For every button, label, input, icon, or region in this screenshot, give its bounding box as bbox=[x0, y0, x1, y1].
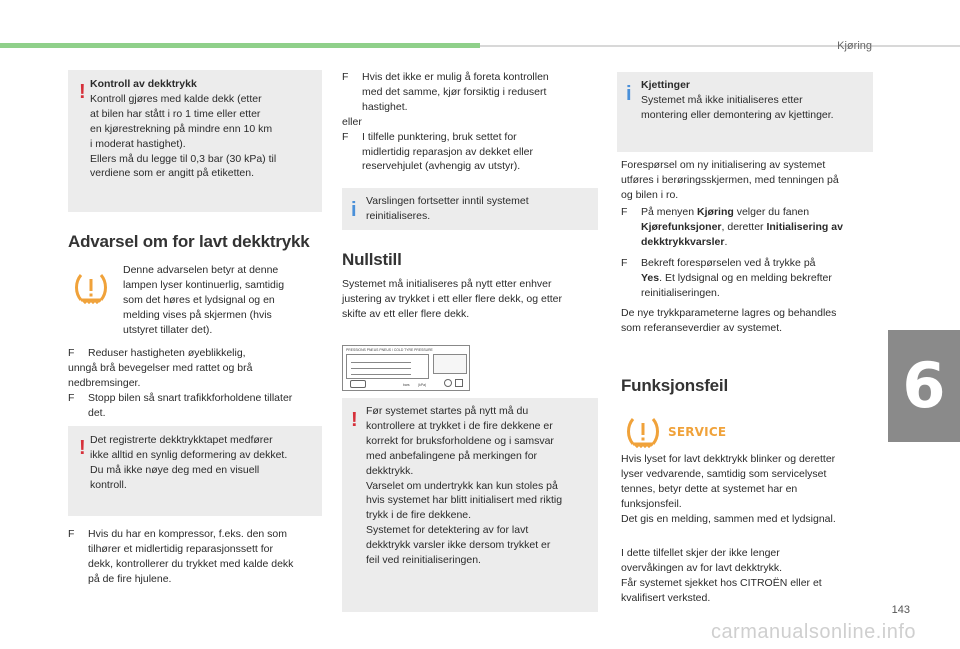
tyre-check-warning-box: ! Kontroll av dekktrykk Kontroll gjøres med kalde dekk (etter at bilen har stått i ro 1 time eller etter en kjørestrekning på mindre enn 10 km i moderat hastighet). Ellers må du legge til 0,3 bar (30 kPa) til verdiene som er angitt på etiketten. bbox=[68, 70, 322, 212]
section-heading: Nullstill bbox=[342, 250, 402, 269]
arrow-bullet-icon: F bbox=[68, 347, 75, 359]
snow-chains-info-box: i Kjettinger Systemet må ikke initialiseres etter montering eller demontering av kjettinger. bbox=[617, 72, 873, 152]
tyre-symbol-icon bbox=[444, 379, 452, 387]
chapter-title: Kjøring bbox=[837, 40, 872, 52]
tyre-pressure-label-illustration: PRESSIONS PNEUS PNEUS / COLD TYRE PRESSURE bars (kPa) bbox=[342, 345, 470, 391]
tab-name: Kjørefunksjoner bbox=[641, 220, 722, 233]
tyre-pressure-warning-icon bbox=[74, 272, 108, 304]
section-heading: Funksjonsfeil bbox=[621, 376, 728, 395]
arrow-bullet-icon: F bbox=[621, 206, 628, 218]
menu-name: Kjøring bbox=[697, 206, 734, 218]
list-item: F I tilfelle punktering, bruk settet for bbox=[342, 130, 517, 143]
warning-intro: Denne advarselen betyr at denne lampen lyser kontinuerlig, samtidig som det høres et lydsignal og en melding vises på skjermen (hvis utstyret tillater det). bbox=[123, 264, 285, 336]
arrow-bullet-icon: F bbox=[342, 130, 349, 143]
page-number: 143 bbox=[891, 604, 910, 616]
list-item: F Hvis du har en kompressor, f.eks. den som bbox=[68, 528, 288, 540]
continue-driving-instructions: F Hvis det ikke er mulig å foreta kontrollen med det samme, kjør forsiktig i redusert hastighet. eller F I tilfelle punktering, bruk settet for midlertidig reparasjon av dekket eller reservehjulet (avhengig av utstyr). bbox=[342, 70, 600, 174]
visual-check-warning-box: ! Det registrerte dekktrykktapet medfører ikke alltid en synlig deformering av dekket. Du må ikke nøye deg med en visuell kontroll. bbox=[68, 426, 322, 516]
info-icon: i bbox=[351, 199, 357, 221]
storage-paragraph: De nye trykkparameterne lagres og behandles som referanseverdier av systemet. bbox=[621, 307, 837, 334]
reset-paragraph: Systemet må initialiseres på nytt etter enhver justering av trykket i ett eller flere dekk, og etter skifte av ett eller flere dekk. bbox=[342, 278, 563, 320]
box-title: Kontroll av dekktrykk bbox=[90, 78, 197, 90]
box-title: Kjettinger bbox=[641, 79, 691, 91]
watermark: carmanualsonline.info bbox=[710, 621, 916, 643]
exclamation-icon: ! bbox=[79, 437, 86, 459]
pre-reset-warning-box: ! Før systemet startes på nytt må du kontrollere at trykket i de fire dekkene er korrekt for bruksforholdene og i samsvar med anbefalingene på merkingen for dekktrykk. Varselet om undertrykk kan kun stoles på hvis systemet har blitt initialisert med riktig trykk i de fire dekkene. Systemet for detektering av for lavt dekktrykk varsler ikke dersom trykket er feil ved reinitialiseringen. bbox=[342, 398, 598, 612]
exclamation-icon: ! bbox=[79, 81, 86, 103]
service-warning-icon: SERVICE bbox=[668, 425, 727, 439]
reset-info-box: i Varslingen fortsetter inntil systemet reinitialiseres. bbox=[342, 188, 598, 230]
arrow-bullet-icon: F bbox=[68, 391, 75, 404]
tyre-pressure-warning-icon bbox=[626, 416, 660, 448]
confirm-instruction bbox=[621, 256, 883, 301]
compressor-instruction: F Hvis du har en kompressor, f.eks. den som tilhører et midlertidig reparasjonssett for dekk, kontrollerer du trykket med kalde dekk på de fire hjulene. bbox=[68, 527, 328, 587]
workshop-paragraph: I dette tilfellet skjer der ikke lenger overvåkingen av for lavt dekktrykk. Får systemet sjekket hos CITROËN eller et kvalifisert verksted. bbox=[621, 547, 822, 604]
menu-instruction bbox=[621, 205, 883, 250]
arrow-bullet-icon: F bbox=[621, 257, 628, 269]
exclamation-icon: ! bbox=[351, 409, 358, 431]
header-accent-bar bbox=[0, 43, 480, 48]
function-name: dekktrykkvarsler bbox=[641, 235, 725, 248]
list-item: F Hvis det ikke er mulig å foreta kontrollen bbox=[342, 71, 549, 83]
arrow-bullet-icon: F bbox=[342, 71, 349, 83]
reinit-request-paragraph: Forespørsel om ny initialisering av systemet utføres i berøringsskjermen, med tenningen på og bilen i ro. bbox=[621, 159, 839, 201]
section-heading: Advarsel om for lavt dekktrykk bbox=[68, 232, 310, 251]
malfunction-paragraph: Hvis lyset for lavt dekktrykk blinker og deretter lyser vedvarende, samtidig som servicelyset tennes, betyr dette at systemet har en funksjonsfeil. Det gis en melding, sammen med et lydsignal. bbox=[621, 453, 836, 525]
yes-label: Yes bbox=[641, 271, 660, 284]
arrow-bullet-icon: F bbox=[68, 528, 75, 540]
chapter-tab: 6 bbox=[888, 330, 960, 442]
list-item: F Stopp bilen så snart trafikkforholdene tillater bbox=[68, 391, 293, 404]
instruction-list: F Reduser hastigheten øyeblikkelig, unngå brå bevegelser med rattet og brå nedbremsinger. F Stopp bilen så snart trafikkforholdene tillater det. bbox=[68, 346, 326, 421]
info-icon: i bbox=[626, 83, 632, 105]
car-icon bbox=[350, 380, 366, 388]
list-item: F Reduser hastigheten øyeblikkelig, bbox=[68, 347, 246, 359]
list-item: F Bekreft forespørselen ved å trykke på Yes. Et lydsignal og en melding bekrefter reinitialiseringen. bbox=[621, 257, 832, 299]
list-item: F På menyen Kjøring velger du fanen Kjørefunksjoner, deretter Initialisering av dekktrykkvarsler. bbox=[621, 206, 843, 248]
header-rule bbox=[480, 45, 960, 47]
